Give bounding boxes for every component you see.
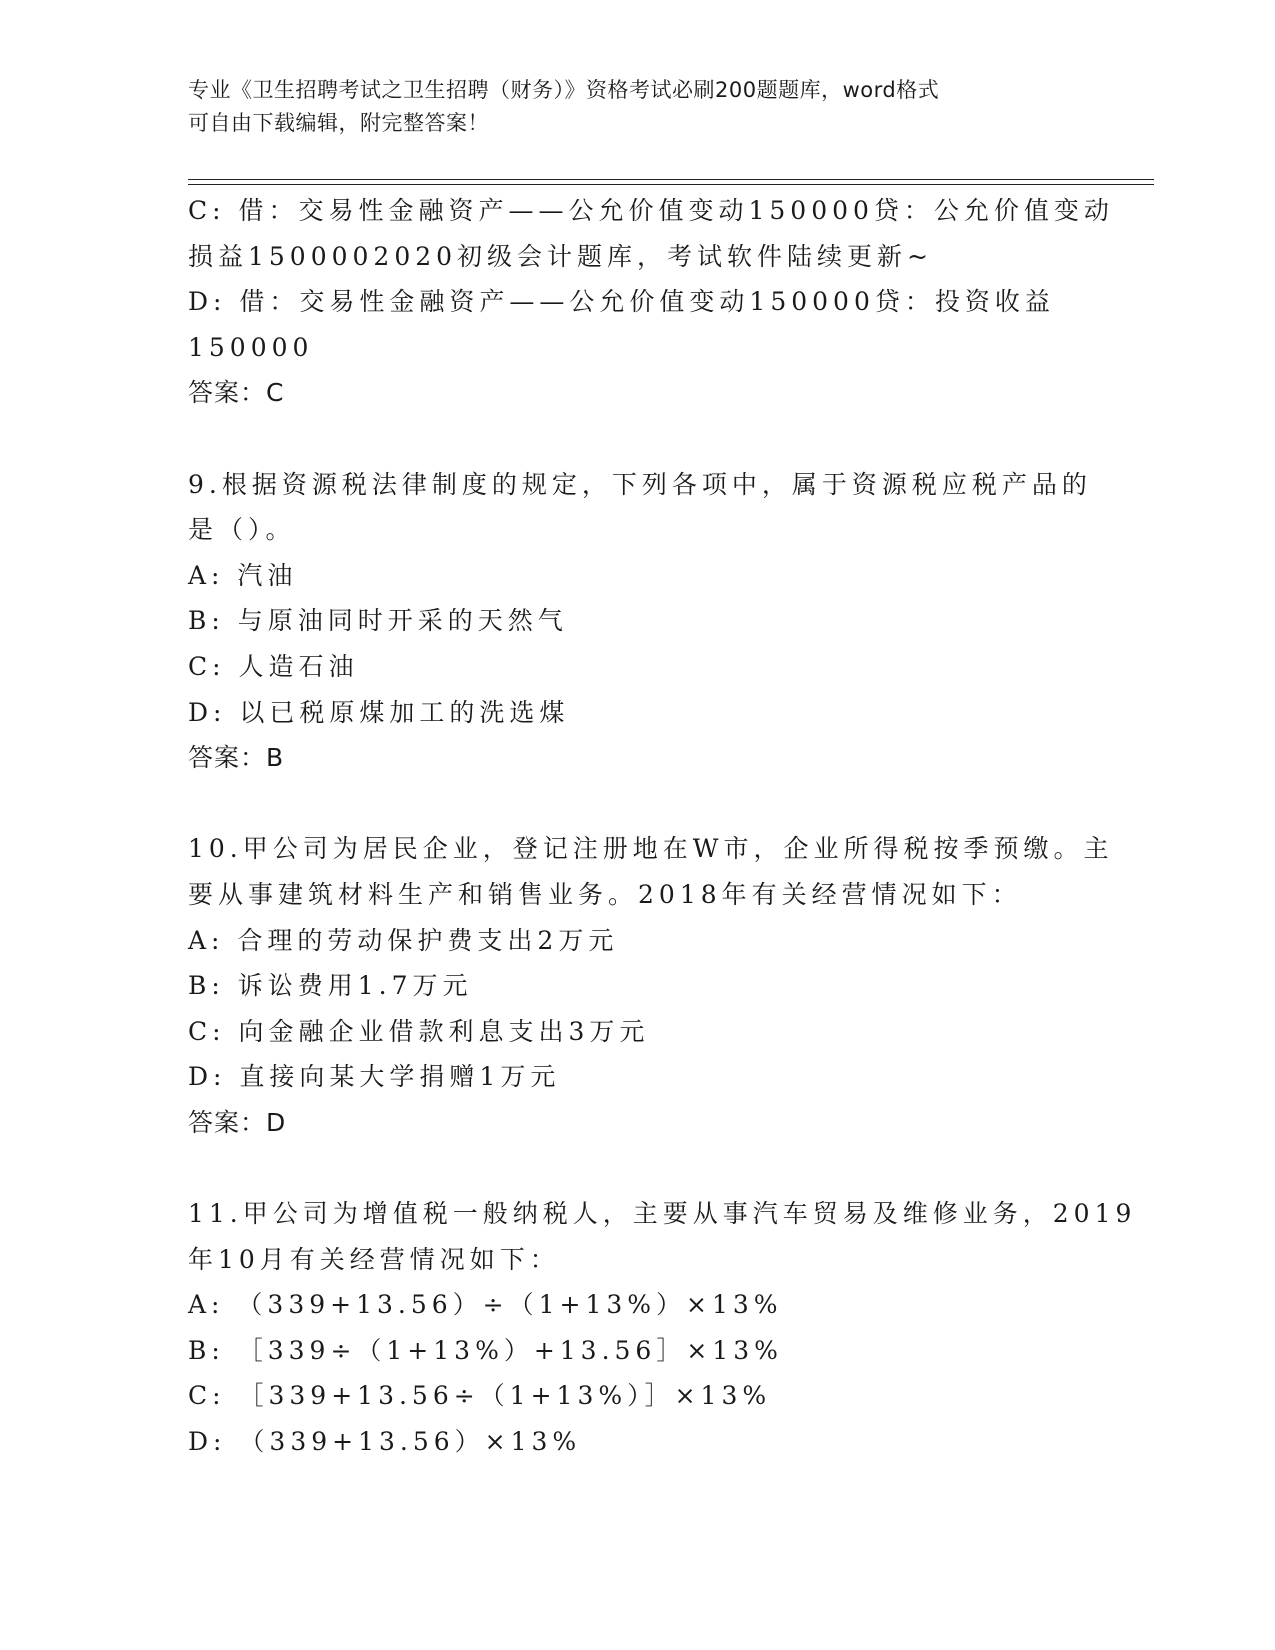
header-line-2: 可自由下载编辑，附完整答案！ — [188, 111, 489, 135]
header-divider-bottom — [188, 184, 1154, 185]
option-c-line-2: 损益1500002020初级会计题库，考试软件陆续更新~ — [188, 241, 934, 271]
header-line-1: 专业《卫生招聘考试之卫生招聘（财务）》资格考试必刷200题题库，word格式 — [188, 78, 940, 102]
option-d-line-2: 150000 — [188, 332, 314, 362]
option-b: B: ［339÷（1+13%）+13.56］×13% — [188, 1335, 783, 1365]
answer-q9: 答案：B — [188, 743, 285, 773]
question-stem-line-2: 要从事建筑材料生产和销售业务。2018年有关经营情况如下： — [188, 879, 1022, 909]
question-10 — [188, 826, 1114, 1145]
question-9 — [188, 462, 1092, 781]
question-stem-line-2: 是（）。 — [188, 515, 296, 545]
question-stem-line-1: 11.甲公司为增值税一般纳税人，主要从事汽车贸易及维修业务，2019 — [188, 1199, 1137, 1229]
option-b: B: 与原油同时开采的天然气 — [188, 606, 568, 636]
header-divider-top — [188, 179, 1154, 180]
option-c: C: ［339+13.56÷（1+13%）］×13% — [188, 1381, 772, 1411]
spacer — [188, 781, 1088, 827]
question-stem-line-2: 年10月有关经营情况如下： — [188, 1244, 560, 1274]
option-b: B: 诉讼费用1.7万元 — [188, 971, 473, 1001]
answer-q10: 答案：D — [188, 1107, 287, 1137]
answer-q8: 答案：C — [188, 378, 285, 408]
option-d-line-1: D: 借：交易性金融资产——公允价值变动150000贷：投资收益 — [188, 287, 1055, 317]
question-11 — [188, 1191, 1137, 1465]
option-d: D: 以已税原煤加工的洗选煤 — [188, 697, 570, 727]
spacer — [188, 1145, 1088, 1191]
option-c: C: 向金融企业借款利息支出3万元 — [188, 1016, 650, 1046]
question-8-tail — [188, 188, 1114, 416]
option-a: A: 汽油 — [188, 560, 298, 590]
option-d: D: 直接向某大学捐赠1万元 — [188, 1062, 561, 1092]
option-c: C: 人造石油 — [188, 651, 359, 681]
spacer — [188, 416, 1088, 462]
question-stem-line-1: 9.根据资源税法律制度的规定，下列各项中，属于资源税应税产品的 — [188, 469, 1092, 499]
document-body — [188, 188, 1137, 1465]
document-header — [188, 74, 1088, 140]
option-c-line-1: C: 借：交易性金融资产——公允价值变动150000贷：公允价值变动 — [188, 196, 1114, 225]
option-a: A: 合理的劳动保护费支出2万元 — [188, 925, 619, 955]
option-d: D: （339+13.56）×13% — [188, 1427, 582, 1457]
option-a: A: （339+13.56）÷（1+13%）×13% — [188, 1290, 783, 1320]
question-stem-line-1: 10.甲公司为居民企业，登记注册地在W市，企业所得税按季预缴。主 — [188, 834, 1114, 864]
